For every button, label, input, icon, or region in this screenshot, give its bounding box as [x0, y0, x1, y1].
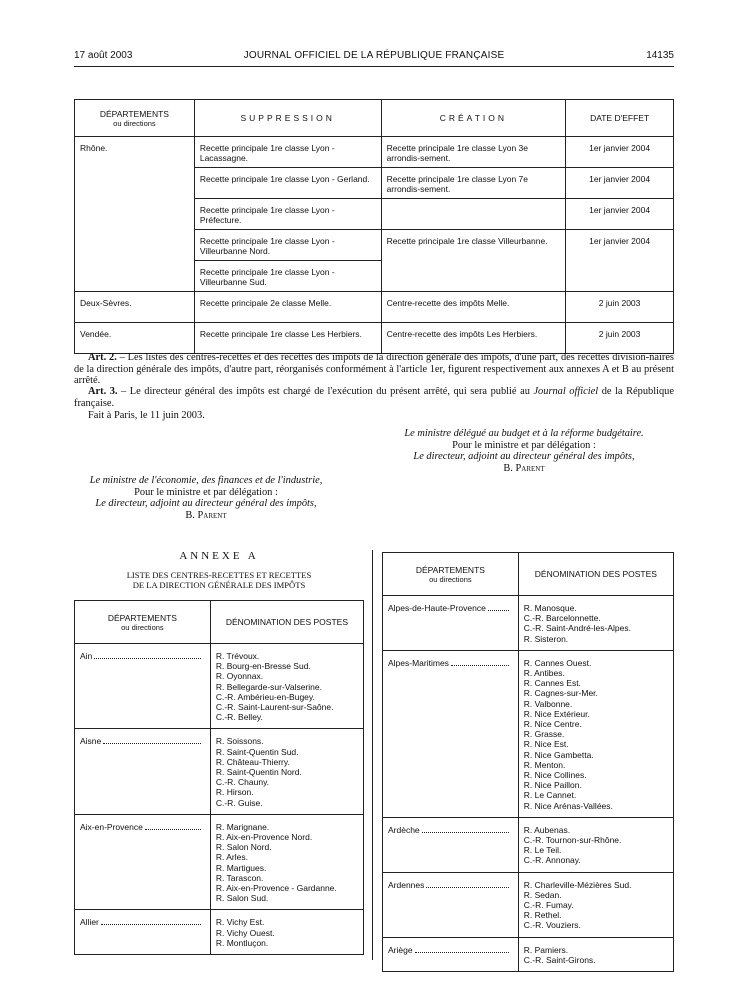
post-item: R. Sisteron. — [523, 633, 569, 644]
cell-date: 1er janvier 2004 — [566, 230, 674, 292]
leader-dots — [426, 880, 509, 888]
leader-dots — [103, 736, 201, 744]
table-row — [75, 910, 364, 955]
cell-suppression: Recette principale 1re classe Lyon - Préfecture. — [194, 199, 381, 230]
annex-header-dept-label: DÉPARTEMENTS — [415, 564, 485, 575]
table-row — [75, 137, 674, 168]
journal-title: JOURNAL OFFICIEL DE LA RÉPUBLIQUE FRANÇAISE — [243, 50, 505, 61]
cell-posts — [518, 817, 673, 872]
annex-header-postes: DÉNOMINATION DES POSTES — [210, 601, 363, 644]
cell-dept — [383, 596, 519, 651]
dept-label: Allier — [80, 917, 99, 928]
post-item: C.-R. Barcelonnette. — [523, 613, 601, 624]
cell-posts — [518, 872, 673, 937]
header-rule — [74, 66, 674, 67]
post-item: R. Nice Collines. — [523, 770, 587, 781]
annex-header-departements — [383, 553, 519, 596]
table-row — [75, 644, 364, 729]
post-item: R. Manosque. — [523, 603, 577, 613]
page-number: 14135 — [646, 50, 674, 61]
dept-label: Alpes-Maritimes — [388, 657, 449, 668]
post-item: C.-R. Saint-Laurent-sur-Saône. — [215, 702, 334, 713]
signature-right-name: B. Parent — [503, 462, 545, 474]
table-row — [383, 596, 674, 651]
signature-left-line2: Pour le ministre et par délégation : — [134, 486, 278, 498]
signature-right — [374, 428, 674, 474]
annex-table-header — [383, 553, 674, 596]
cell-dept — [383, 650, 519, 817]
post-item: C.-R. Ambérieu-en-Bugey. — [215, 691, 315, 702]
table-row — [75, 729, 364, 814]
post-item: R. Vichy Est. — [215, 917, 265, 928]
post-item: R. Nice Paillon. — [523, 780, 582, 791]
annex-subtitle — [74, 570, 364, 590]
dept-label: Ardennes — [388, 879, 425, 890]
post-item: C.-R. Belley. — [215, 712, 263, 723]
post-item: R. Grasse. — [523, 729, 565, 740]
post-item: C.-R. Saint-André-les-Alpes. — [523, 623, 631, 634]
post-item: R. Le Cannet. — [523, 790, 577, 801]
column-header-suppression: SUPPRESSION — [194, 100, 381, 137]
cell-suppression: Recette principale 2e classe Melle. — [194, 292, 381, 323]
post-item: R. Soissons. — [215, 736, 264, 747]
table-row — [75, 230, 674, 261]
cell-dept — [75, 910, 211, 955]
cell-dept — [75, 230, 195, 261]
post-item: R. Salon Nord. — [215, 842, 272, 853]
post-item: R. Menton. — [523, 759, 566, 770]
cell-posts — [210, 814, 363, 910]
cell-date: 1er janvier 2004 — [566, 168, 674, 199]
post-item: R. Rethel. — [523, 910, 562, 921]
post-item: C.-R. Guise. — [215, 797, 263, 808]
annex-table-left — [74, 600, 364, 955]
signature-left — [56, 475, 356, 521]
annex-table-header — [75, 601, 364, 644]
table-row — [75, 199, 674, 230]
cell-dept — [75, 644, 211, 729]
post-item: R. Pamiers. — [523, 944, 569, 955]
cell-suppression: Recette principale 1re classe Lyon - Villeurbanne Sud. — [194, 261, 381, 292]
column-header-creation: CRÉATION — [381, 100, 566, 137]
cell-suppression: Recette principale 1re classe Lyon - Lacassagne. — [194, 137, 381, 168]
post-item: R. Bellegarde-sur-Valserine. — [215, 681, 322, 692]
dept-label: Ariège — [388, 944, 413, 955]
fait-a-paris: Fait à Paris, le 11 juin 2003. — [88, 410, 205, 421]
annex-header-dept-sub: ou directions — [121, 622, 164, 632]
post-item: R. Nice Centre. — [523, 719, 582, 730]
cell-creation: Centre-recette des impôts Les Herbiers. — [381, 323, 566, 354]
article-3-label: Art. 3. — [88, 386, 118, 397]
column-header-date: DATE D'EFFET — [566, 100, 674, 137]
post-item: R. Hirson. — [215, 787, 254, 798]
table-row — [383, 872, 674, 937]
post-item: R. Antibes. — [523, 668, 565, 679]
post-item: R. Aubenas. — [523, 824, 571, 835]
post-item: C.-R. Tournon-sur-Rhône. — [523, 835, 622, 846]
cell-dept — [383, 937, 519, 971]
post-item: C.-R. Vouziers. — [523, 920, 581, 931]
table-row — [75, 292, 674, 323]
cell-posts — [518, 596, 673, 651]
table-row — [75, 814, 364, 910]
cell-dept: Vendée. — [75, 323, 195, 354]
signature-right-line3: Le directeur, adjoint au directeur général des impôts, — [413, 451, 635, 462]
article-2 — [74, 352, 674, 387]
post-item: R. Saint-Quentin Sud. — [215, 746, 299, 757]
cell-creation: Centre-recette des impôts Melle. — [381, 292, 566, 323]
post-item: C.-R. Fumay. — [523, 900, 574, 911]
signature-left-name: B. Parent — [185, 509, 227, 521]
post-item: C.-R. Annonay. — [523, 855, 581, 866]
post-item: R. Charleville-Mézières Sud. — [523, 879, 632, 890]
article-2-text: – Les listes des centres-recettes et des recettes des impôts de la direction générale des impôts, d'une part, des recettes division-naires de la direction générale des impôts, d'autre part, réorganisés conformément à l'article 1er, figurent respectivement aux annexes A et B au présent arrêté. — [74, 352, 674, 386]
post-item: R. Nice Gambetta. — [523, 749, 594, 760]
cell-posts — [210, 729, 363, 814]
cell-suppression: Recette principale 1re classe Les Herbiers. — [194, 323, 381, 354]
article-3-journal: Journal officiel — [533, 386, 599, 397]
leader-dots — [101, 917, 201, 925]
leader-dots — [145, 822, 201, 830]
post-item: R. Le Teil. — [523, 845, 562, 856]
post-item: C.-R. Saint-Girons. — [523, 954, 596, 965]
annex-header-dept-sub: ou directions — [429, 574, 472, 584]
cell-creation: Recette principale 1re classe Lyon 7e arrondis-sement. — [381, 168, 566, 199]
post-item: C.-R. Chauny. — [215, 777, 270, 788]
table-row — [383, 937, 674, 971]
post-item: R. Aix-en-Provence - Gardanne. — [215, 883, 337, 894]
post-item: R. Trévoux. — [215, 651, 260, 661]
header-dept-label: DÉPARTEMENTS — [99, 108, 169, 119]
post-item: R. Saint-Quentin Nord. — [215, 767, 302, 778]
cell-dept — [75, 168, 195, 199]
cell-date: 2 juin 2003 — [566, 323, 674, 354]
table-row — [383, 650, 674, 817]
post-item: R. Château-Thierry. — [215, 756, 290, 767]
leader-dots — [94, 651, 201, 659]
cell-dept: Deux-Sèvres. — [75, 292, 195, 323]
post-item: R. Nice Extérieur. — [523, 708, 590, 719]
post-item: R. Montluçon. — [215, 937, 269, 948]
cell-dept — [75, 729, 211, 814]
decree-table-header — [75, 100, 674, 137]
post-item: R. Cannes Ouest. — [523, 657, 592, 668]
annex-title: ANNEXE A — [179, 550, 259, 562]
cell-posts — [518, 937, 673, 971]
table-row — [75, 323, 674, 354]
leader-dots — [488, 603, 509, 611]
signature-left-line1: Le ministre de l'économie, des finances et de l'industrie, — [89, 475, 323, 486]
article-3 — [74, 386, 674, 409]
cell-suppression: Recette principale 1re classe Lyon - Gerland. — [194, 168, 381, 199]
annex-table-right — [382, 552, 674, 972]
signature-right-line1: Le ministre délégué au budget et à la réforme budgétaire. — [404, 428, 644, 439]
post-item: R. Sedan. — [523, 889, 562, 900]
post-item: R. Nice Arénas-Vallées. — [523, 800, 613, 811]
annex-header-departements — [75, 601, 211, 644]
cell-dept — [75, 814, 211, 910]
dept-label: Aix-en-Provence — [80, 821, 143, 832]
cell-dept — [75, 261, 195, 292]
post-item: R. Salon Sud. — [215, 893, 269, 904]
annex-subtitle-line1: LISTE DES CENTRES-RECETTES ET RECETTES — [126, 570, 312, 580]
post-item: R. Oyonnax. — [215, 671, 264, 682]
post-item: R. Cagnes-sur-Mer. — [523, 688, 598, 699]
dept-label: Ardèche — [388, 824, 420, 835]
post-item: R. Arles. — [215, 852, 248, 863]
cell-dept — [383, 872, 519, 937]
leader-dots — [415, 945, 509, 953]
article-2-label: Art. 2. — [88, 352, 117, 363]
table-row — [75, 168, 674, 199]
post-item: R. Vichy Ouest. — [215, 927, 275, 938]
post-item: R. Cannes Est. — [523, 678, 581, 689]
signature-right-line2: Pour le ministre et par délégation : — [452, 439, 596, 451]
cell-dept — [383, 817, 519, 872]
header-date: 17 août 2003 — [74, 50, 133, 61]
cell-dept — [75, 199, 195, 230]
cell-suppression: Recette principale 1re classe Lyon - Villeurbanne Nord. — [194, 230, 381, 261]
cell-creation — [381, 199, 566, 230]
cell-posts — [518, 650, 673, 817]
header-dept-sub: ou directions — [113, 118, 156, 128]
annex-header-dept-label: DÉPARTEMENTS — [107, 612, 177, 623]
post-item: R. Bourg-en-Bresse Sud. — [215, 661, 311, 672]
cell-date: 2 juin 2003 — [566, 292, 674, 323]
annex-subtitle-line2: DE LA DIRECTION GÉNÉRALE DES IMPÔTS — [132, 580, 306, 590]
column-separator — [372, 550, 373, 960]
cell-date: 1er janvier 2004 — [566, 137, 674, 168]
dept-label: Ain — [80, 651, 93, 661]
post-item: R. Valbonne. — [523, 698, 573, 709]
post-item: R. Martigues. — [215, 862, 267, 873]
article-3-text: – Le directeur général des impôts est chargé de l'exécution du présent arrêté, qui sera publié au — [117, 386, 534, 397]
cell-posts — [210, 644, 363, 729]
dept-label: Aisne — [80, 736, 102, 747]
post-item: R. Nice Est. — [523, 739, 569, 750]
cell-creation: Recette principale 1re classe Villeurbanne. — [381, 230, 566, 292]
annex-header-postes: DÉNOMINATION DES POSTES — [518, 553, 673, 596]
post-item: R. Marignane. — [215, 821, 270, 832]
decree-table — [74, 99, 674, 354]
cell-creation: Recette principale 1re classe Lyon 3e arrondis-sement. — [381, 137, 566, 168]
leader-dots — [422, 825, 509, 833]
dept-label: Alpes-de-Haute-Provence — [388, 603, 486, 613]
cell-date: 1er janvier 2004 — [566, 199, 674, 230]
column-header-departements — [75, 100, 195, 137]
cell-posts — [210, 910, 363, 955]
signature-left-line3: Le directeur, adjoint au directeur général des impôts, — [95, 498, 317, 509]
post-item: R. Tarascon. — [215, 872, 264, 883]
cell-dept: Rhône. — [75, 137, 195, 168]
table-row — [383, 817, 674, 872]
article-3-end: de la République française. — [74, 386, 674, 409]
post-item: R. Aix-en-Provence Nord. — [215, 832, 313, 843]
leader-dots — [451, 658, 509, 666]
